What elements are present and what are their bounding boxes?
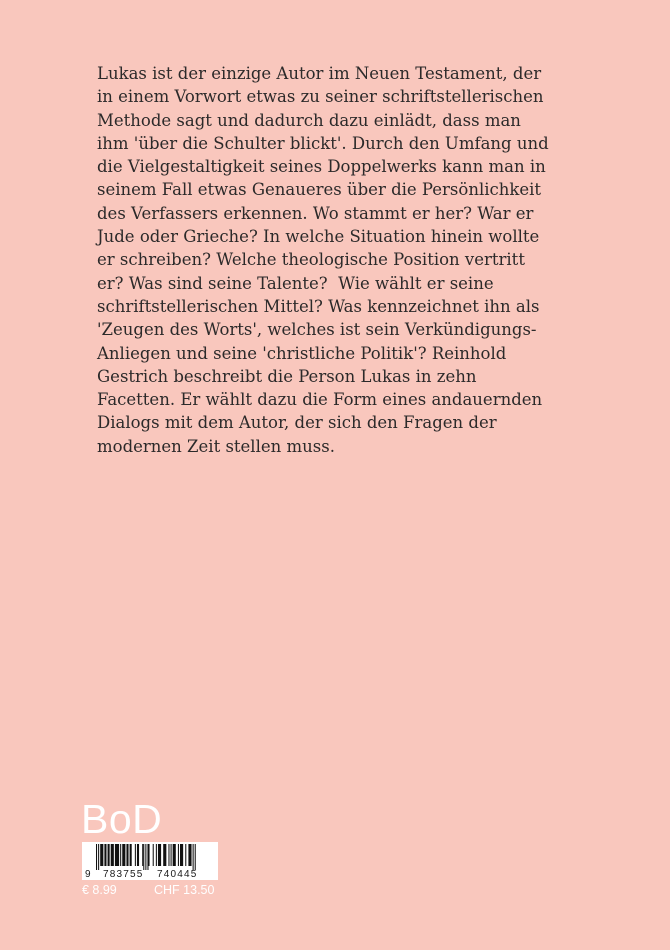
barcode-bar xyxy=(137,844,139,866)
barcode-bar xyxy=(108,844,110,866)
blurb-line: Anliegen und seine 'christliche Politik'? Reinhold xyxy=(97,343,507,363)
barcode-guard-bar xyxy=(98,844,99,870)
blurb-text xyxy=(97,62,577,458)
blurb-line: Dialogs mit dem Autor, der sich den Fragen der xyxy=(97,413,497,433)
barcode-bar xyxy=(168,844,169,866)
barcode-bar xyxy=(163,844,166,866)
blurb-line: er? Was sind seine Talente? Wie wählt er seine xyxy=(97,273,494,293)
blurb-line: Methode sagt und dadurch dazu einlädt, dass man xyxy=(97,110,521,130)
blurb-line: ihm 'über die Schulter blickt'. Durch den Umfang und xyxy=(97,133,549,153)
barcode-bar xyxy=(171,844,172,866)
blurb-line: Lukas ist der einzige Autor im Neuen Testament, der xyxy=(97,64,542,83)
barcode-bar xyxy=(156,844,157,866)
barcode-right-group: 740445 xyxy=(157,869,198,880)
barcode-guard-bar xyxy=(193,844,194,870)
blurb-line: Jude oder Grieche? In welche Situation hinein wollte xyxy=(97,227,540,247)
barcode-guard-bar xyxy=(195,844,196,870)
barcode-bar xyxy=(178,844,179,866)
price-eur: € 8.99 xyxy=(82,883,117,897)
publisher-logo: BoD xyxy=(81,796,163,842)
barcode-bars xyxy=(82,842,218,870)
barcode-left-group: 783755 xyxy=(103,869,144,880)
barcode-bar xyxy=(153,844,154,866)
blurb-line: des Verfassers erkennen. Wo stammt er her? War er xyxy=(97,203,534,223)
barcode-guard-bar xyxy=(145,844,146,870)
blurb-line: Gestrich beschreibt die Person Lukas in zehn xyxy=(97,366,477,386)
blurb-line: er schreiben? Welche theologische Position vertritt xyxy=(97,250,525,270)
price-chf: CHF 13.50 xyxy=(154,883,215,897)
blurb-line: 'Zeugen des Worts', welches ist sein Verkündigungs- xyxy=(97,320,537,340)
barcode-guard-bar xyxy=(96,844,97,870)
blurb-line: schriftstellerischen Mittel? Was kennzeichnet ihn als xyxy=(97,296,540,316)
barcode-bar xyxy=(115,844,119,866)
blurb-line: die Vielgestaltigkeit seines Doppelwerks kann man in xyxy=(97,157,546,177)
barcode-bar xyxy=(104,844,106,866)
barcode-bar xyxy=(126,844,128,866)
barcode-guard-bar xyxy=(147,844,148,870)
isbn-barcode xyxy=(82,842,218,880)
barcode-first-digit: 9 xyxy=(85,869,91,880)
barcode-bar xyxy=(149,844,150,866)
barcode-bar xyxy=(173,844,176,866)
barcode-bar xyxy=(188,844,191,866)
barcode-bar xyxy=(111,844,114,866)
barcode-digits xyxy=(82,869,218,880)
blurb-line: in einem Vorwort etwas zu seiner schriftstellerischen xyxy=(97,87,544,107)
barcode-bar xyxy=(185,844,186,866)
blurb-line: modernen Zeit stellen muss. xyxy=(97,436,335,456)
blurb-line: seinem Fall etwas Genaueres über die Persönlichkeit xyxy=(97,180,542,200)
barcode-bar xyxy=(158,844,161,866)
barcode-bar xyxy=(122,844,125,866)
barcode-bar xyxy=(180,844,183,866)
barcode-bar xyxy=(130,844,132,866)
price-line xyxy=(82,882,242,898)
barcode-bar xyxy=(135,844,136,866)
barcode-bar xyxy=(120,844,121,866)
barcode-bar xyxy=(142,844,143,866)
barcode-guard-bar xyxy=(143,844,144,870)
barcode-bar xyxy=(100,844,103,866)
blurb-line: Facetten. Er wählt dazu die Form eines andauernden xyxy=(97,390,543,410)
